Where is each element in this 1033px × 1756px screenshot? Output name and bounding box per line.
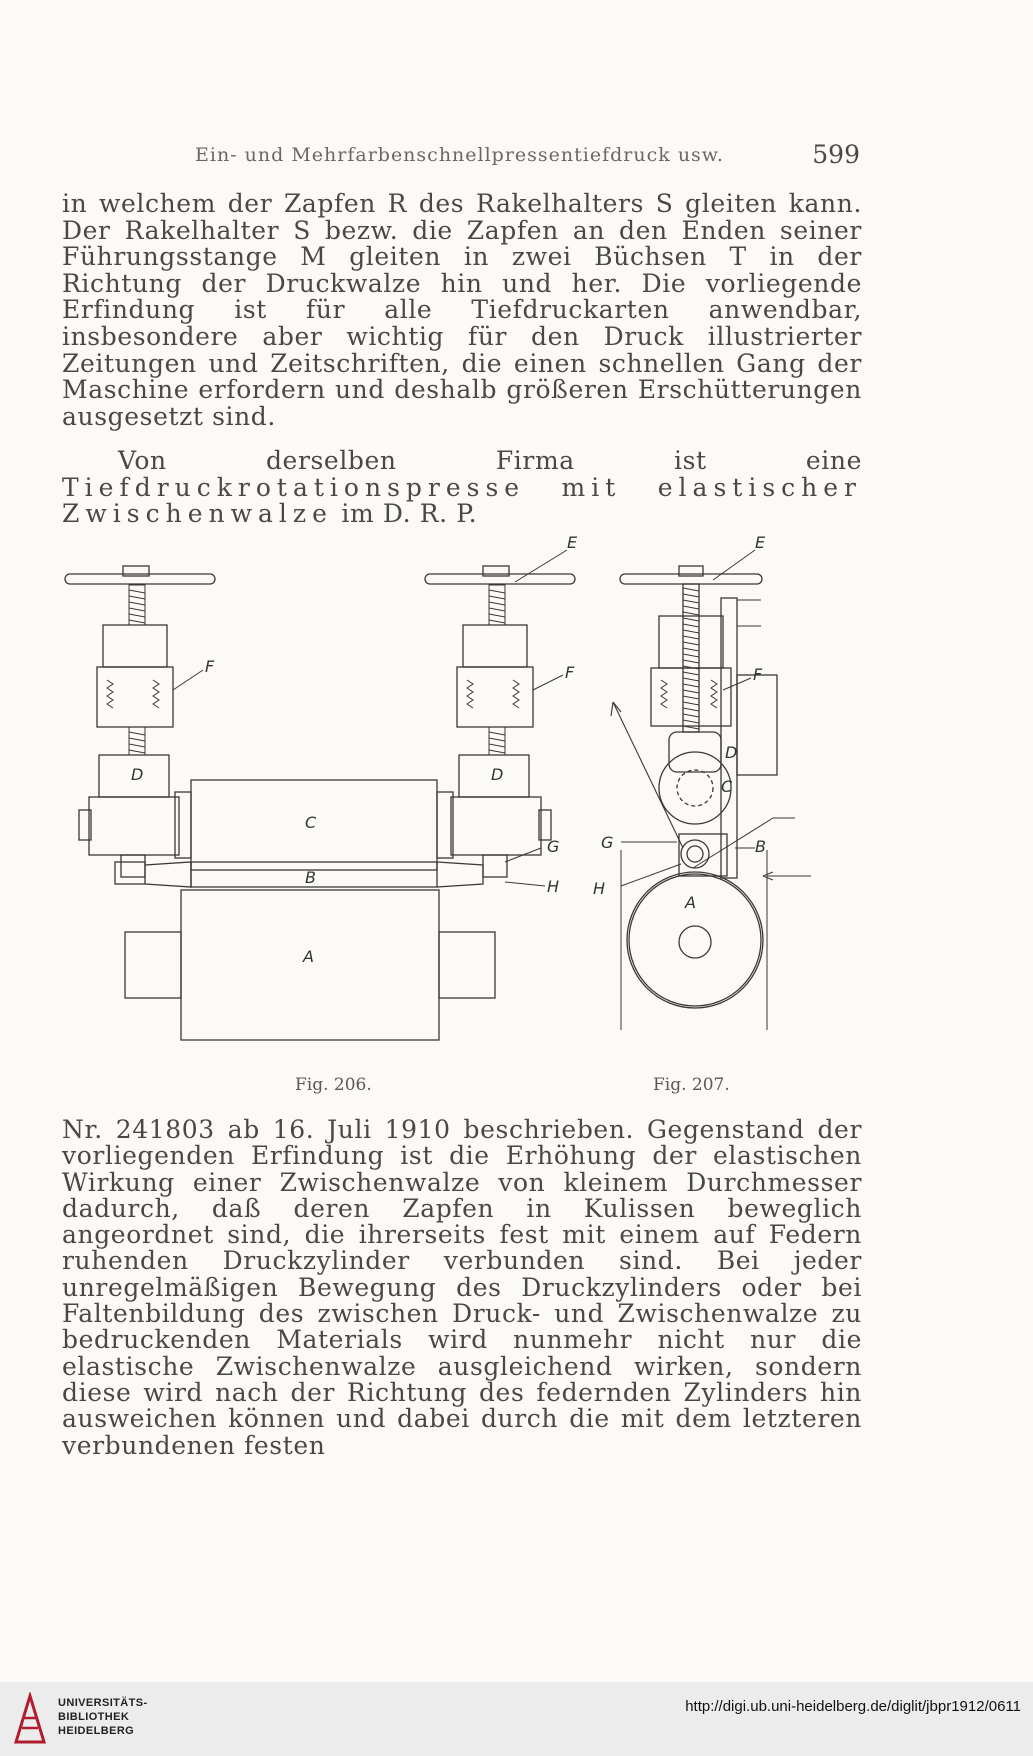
label-d-207: D xyxy=(725,743,738,762)
label-f-206-right: F xyxy=(565,663,575,682)
page-number: 599 xyxy=(812,140,860,169)
library-name-line-3: HEIDELBERG xyxy=(58,1725,135,1737)
label-a-206: A xyxy=(303,947,314,966)
figures-206-207 xyxy=(55,530,865,1100)
label-h-206: H xyxy=(547,877,560,896)
university-logo-icon xyxy=(12,1692,48,1746)
machine-drawing xyxy=(55,530,865,1100)
page-header xyxy=(195,140,860,180)
label-e-207: E xyxy=(755,533,766,552)
paragraph-2 xyxy=(62,448,862,528)
label-c-206: C xyxy=(305,813,317,832)
label-b-206: B xyxy=(305,868,316,887)
label-c-207: C xyxy=(721,777,733,796)
running-title: Ein- und Mehrfarbenschnellpressentiefdruck usw. xyxy=(195,144,724,166)
fig-206-drawing xyxy=(65,533,578,1095)
label-f-206-left: F xyxy=(205,657,215,676)
fig-207-drawing xyxy=(593,533,811,1095)
label-a-207: A xyxy=(685,893,696,912)
label-h-207: H xyxy=(593,879,606,898)
label-b-207: B xyxy=(755,837,766,856)
paragraph-2-tail: im D. R. P. xyxy=(332,499,478,529)
label-f-207: F xyxy=(753,665,763,684)
library-name-line-2: BIBLIOTHEK xyxy=(58,1711,130,1723)
library-footer-bar xyxy=(0,1682,1033,1756)
paragraph-1: in welchem der Zapfen R des Rakelhalters S gleiten kann. Der Rakelhalter S bezw. die Zapfen an den Enden seiner Führungsstange M gleiten in zwei Büchsen T in der Richtung der Druckwalze hin und her. Die vorliegende Erfindung ist für alle Tiefdruckarten anwendbar, insbesondere aber wichtig für den Druck illustrierter Zeitungen und Zeitschriften, die einen schnellen Gang der Maschine erfordern und deshalb größeren Erschütterungen ausgesetzt sind. xyxy=(62,189,862,431)
permalink-url[interactable]: http://digi.ub.uni-heidelberg.de/diglit/jbpr1912/0611 xyxy=(685,1698,1021,1715)
paragraph-3: Nr. 241803 ab 16. Juli 1910 beschrieben. Gegenstand der vorliegenden Erfindung ist die Erhöhung der elastischen Wirkung einer Zwischenwalze von kleinem Durchmesser dadurch, daß deren Zapfen in Kulissen beweglich angeordnet sind, die ihrerseits fest mit einem auf Federn ruhenden Druckzylinder verbunden sind. Bei jeder unregelmäßigen Bewegung des Druckzylinders oder bei Faltenbildung des zwischen Druck- und Zwischenwalze zu bedruckenden Materials wird nunmehr nicht nur die elastische Zwischenwalze ausgleichend wirken, sondern diese wird nach der Richtung des federnden Zylinders hin ausweichen können und dabei durch die mit dem letzteren verbundenen festen xyxy=(62,1115,862,1460)
fig-207-caption: Fig. 207. xyxy=(653,1075,730,1095)
library-name xyxy=(58,1696,148,1738)
paragraph-2-spaced: Tiefdruckrotationspresse mit elastischer Zwischenwalze xyxy=(62,472,862,529)
label-d-206-right: D xyxy=(491,765,504,784)
label-g-206: G xyxy=(547,837,560,856)
paragraph-2-lead: Von derselben Firma ist eine xyxy=(118,446,862,475)
library-name-line-1: UNIVERSITÄTS- xyxy=(58,1697,148,1709)
label-e-206: E xyxy=(567,533,578,552)
label-d-206-left: D xyxy=(131,765,144,784)
fig-206-caption: Fig. 206. xyxy=(295,1075,372,1095)
label-g-207: G xyxy=(601,833,614,852)
